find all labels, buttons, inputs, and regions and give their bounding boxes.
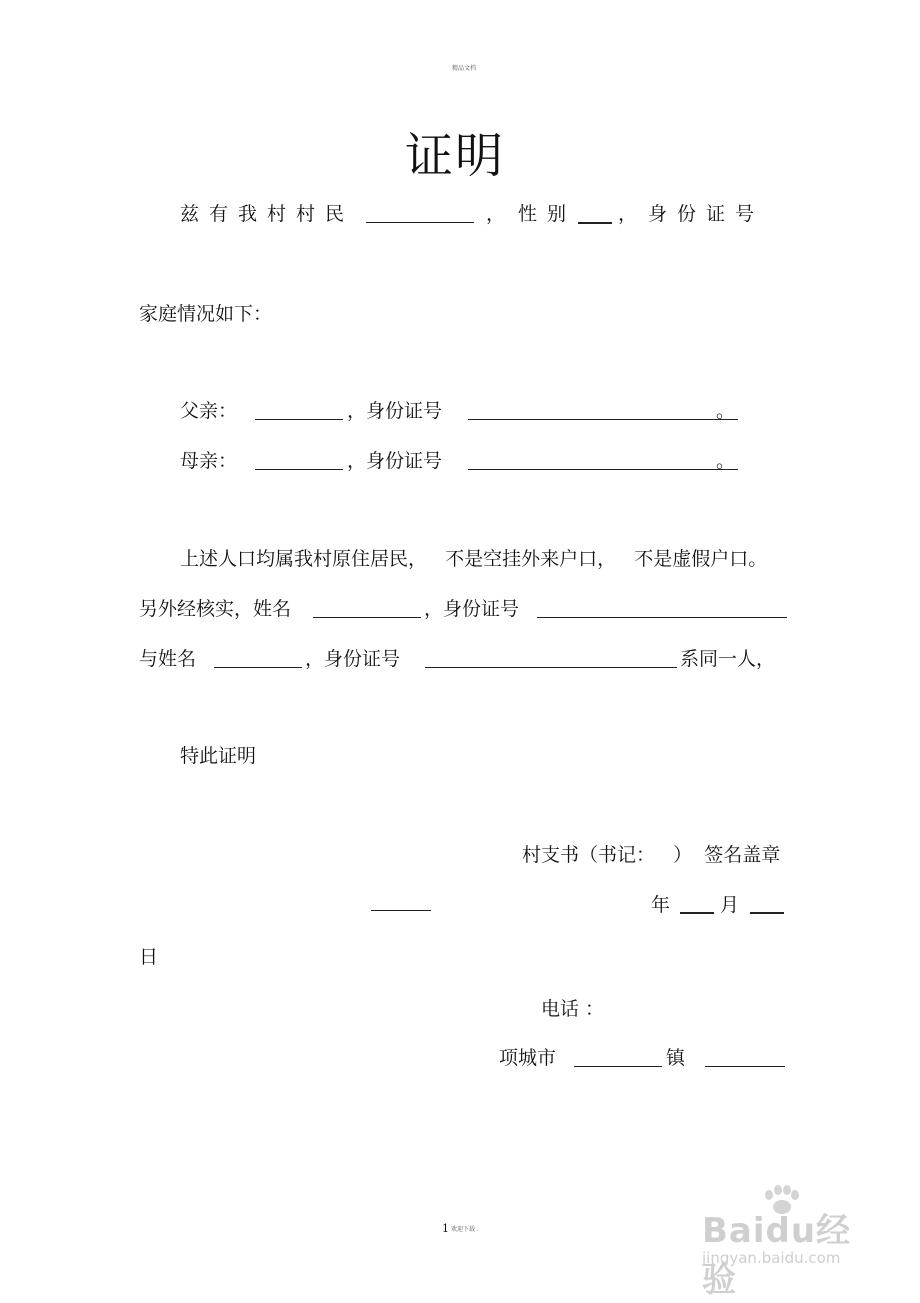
mother-end-mark: 。 [716,450,736,472]
mother-id-label: ，身份证号 [347,450,443,472]
intro-id-label: 身份证号 [648,203,765,225]
statement-line-2-id: ，身份证号 [424,598,520,620]
father-id-label: ，身份证号 [347,400,443,422]
statement-line-3-id: ，身份证号 [305,648,401,670]
other-id-blank [537,617,787,618]
city-blank [574,1066,662,1067]
watermark-url: jingyan.baidu.com [702,1249,841,1267]
statement-line-1: 上述人口均属我村原住居民， 不是空挂外来户口， 不是虚假户口。 [180,548,768,570]
same-name-blank [214,667,302,668]
document-title: 证明 [405,128,506,184]
intro-text: 兹有我村村民 [180,203,355,225]
statement-line-3-end: 系同一人， [680,648,776,670]
page-number: 1 [442,1222,449,1235]
intro-comma-2: ， [618,203,638,225]
signature-line: 村支书（书记： ） 签名盖章 [522,844,781,866]
gender-label: 性别 [518,203,577,225]
baidu-watermark [702,1203,872,1300]
statement-line-2-label: 另外经核实，姓名 [139,598,292,620]
mother-id-blank [468,469,738,470]
city-label: 项城市 [499,1047,557,1069]
father-end-mark: 。 [716,400,736,422]
closing-text: 特此证明 [180,745,257,767]
day-blank [750,912,784,914]
town-blank [705,1066,785,1067]
mother-label: 母亲： [180,450,238,472]
father-name-blank [255,419,343,420]
header-label: 精品文档 [452,65,477,72]
month-blank [680,912,714,914]
year-label: 年 [651,894,671,916]
statement-line-3-label: 与姓名 [139,648,197,670]
phone-label: 电话 ： [541,998,605,1020]
father-label: 父亲： [180,400,238,422]
gender-blank [578,222,612,224]
villager-name-blank [366,222,474,223]
month-label: 月 [720,894,740,916]
watermark-brand: Baidu经验 [702,1211,852,1300]
father-id-blank [468,419,738,420]
mother-name-blank [255,469,343,470]
other-name-blank [313,617,421,618]
day-label: 日 [139,946,159,968]
intro-comma-1: ， [486,203,506,225]
family-heading: 家庭情况如下： [139,303,273,325]
footer-text: 欢迎下载 . [451,1226,479,1233]
signature-date-blank [371,910,431,911]
same-id-blank [425,667,677,668]
town-label: 镇 [666,1047,686,1069]
